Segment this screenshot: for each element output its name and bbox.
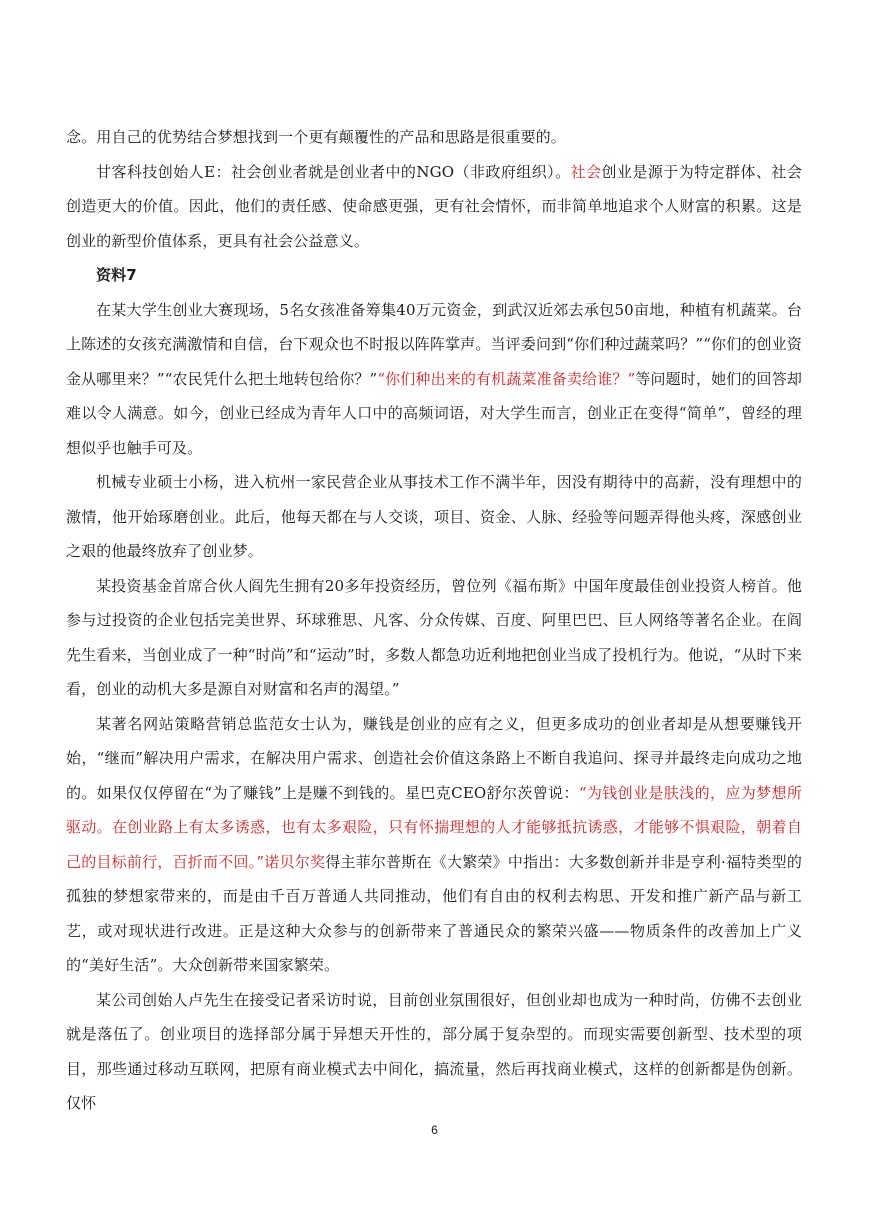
paragraph-xiaoyang xyxy=(66,465,802,569)
highlighted-text: 社会 xyxy=(570,162,602,181)
paragraph-text: 得主菲尔普斯在《大繁荣》中指出：大多数创新并非是亨利·福特类型的孤独的梦想家带来的，而是由千百万普通人共同推动，他们有自由的权利去构思、开发和推广新产品与新工艺，或对现状进行改进。正是这种大众参与的创新带来了普通民众的繁荣兴盛——物质条件的改善加上广义的“美好生活”。大众创新带来国家繁荣。 xyxy=(66,852,803,974)
paragraph-marketing xyxy=(66,707,802,983)
paragraph-text: 在某大学生创业大赛现场，5名女孩准备筹集40万元资金，到武汉近郊去承包50亩地，种植有机蔬菜。台上陈述的女孩充满激情和自信，台下观众也不时报以阵阵掌声。当评委问到“你们种过蔬菜吗？”“你们的创业资金从哪里来？”“农民凭什么把土地转包给你？” xyxy=(66,300,802,388)
document-body xyxy=(66,120,802,1121)
paragraph-ganke xyxy=(66,155,802,259)
paragraph-text: 某投资基金首席合伙人阎先生拥有20多年投资经历，曾位列《福布斯》中国年度最佳创业投资人榜首。他参与过投资的企业包括完美世界、环球雅思、凡客、分众传媒、百度、阿里巴巴、巨人网络等著名企业。在阎先生看来，当创业成了一种“时尚”和“运动”时，多数人都急功近利地把创业当成了投机行为。他说，“从时下来看，创业的动机大多是源自对财富和名声的渴望。” xyxy=(66,576,802,698)
paragraph-founder-lu xyxy=(66,983,802,1121)
highlighted-text: “你们种出来的有机蔬菜准备卖给谁？” xyxy=(377,369,636,388)
paragraph-text: 某公司创始人卢先生在接受记者采访时说，目前创业氛围很好，但创业却也成为一种时尚，仿佛不去创业就是落伍了。创业项目的选择部分属于异想天开性的，部分属于复杂型的。而现实需要创新型、技术型的项目，那些通过移动互联网，把原有商业模式去中间化，搞流量，然后再找商业模式，这样的创新都是伪创新。仅怀 xyxy=(66,990,802,1112)
paragraph-text: 某著名网站策略营销总监范女士认为，赚钱是创业的应有之义，但更多成功的创业者却是从想要赚钱开始，“继而”解决用户需求，在解决用户需求、创造社会价值这条路上不断自我追问、探寻并最终走向成功之地的。如果仅仅停留在“为了赚钱”上是赚不到钱的。星巴克CEO舒尔茨曾说： xyxy=(66,714,802,802)
paragraph-investor xyxy=(66,569,802,707)
highlighted-text: “为钱创业是肤浅的，应为梦想所驱动。在创业路上有太多诱惑，也有太多艰险，只有怀揣理想的人才能够抵抗诱惑，才能够不惧艰险，朝着自己的目标前行，百折而不回。”诺贝尔奖 xyxy=(66,783,802,871)
paragraph-text: 创业是源于为特定群体、社会创造更大的价值。因此，他们的责任感、使命感更强，更有社会情怀，而非简单地追求个人财富的积累。这是创业的新型价值体系，更具有社会公益意义。 xyxy=(66,162,802,250)
section-heading: 资料7 xyxy=(96,266,137,284)
paragraph-text: 甘客科技创始人E：社会创业者就是创业者中的NGO（非政府组织）。 xyxy=(96,162,571,181)
page-number: 6 xyxy=(431,1123,438,1137)
paragraph-continuation xyxy=(66,120,802,155)
paragraph-contest xyxy=(66,293,802,466)
paragraph-text: 机械专业硕士小杨，进入杭州一家民营企业从事技术工作不满半年，因没有期待中的高薪，没有理想中的激情，他开始琢磨创业。此后，他每天都在与人交谈，项目、资金、人脉、经验等问题弄得他头疼，深感创业之艰的他最终放弃了创业梦。 xyxy=(66,473,802,560)
paragraph-text: 念。用自己的优势结合梦想找到一个更有颠覆性的产品和思路是很重要的。 xyxy=(66,128,566,146)
paragraph-text: 等问题时，她们的回答却难以令人满意。如今，创业已经成为青年人口中的高频词语，对大学生而言，创业正在变得“简单”，曾经的理想似乎也触手可及。 xyxy=(66,369,803,457)
